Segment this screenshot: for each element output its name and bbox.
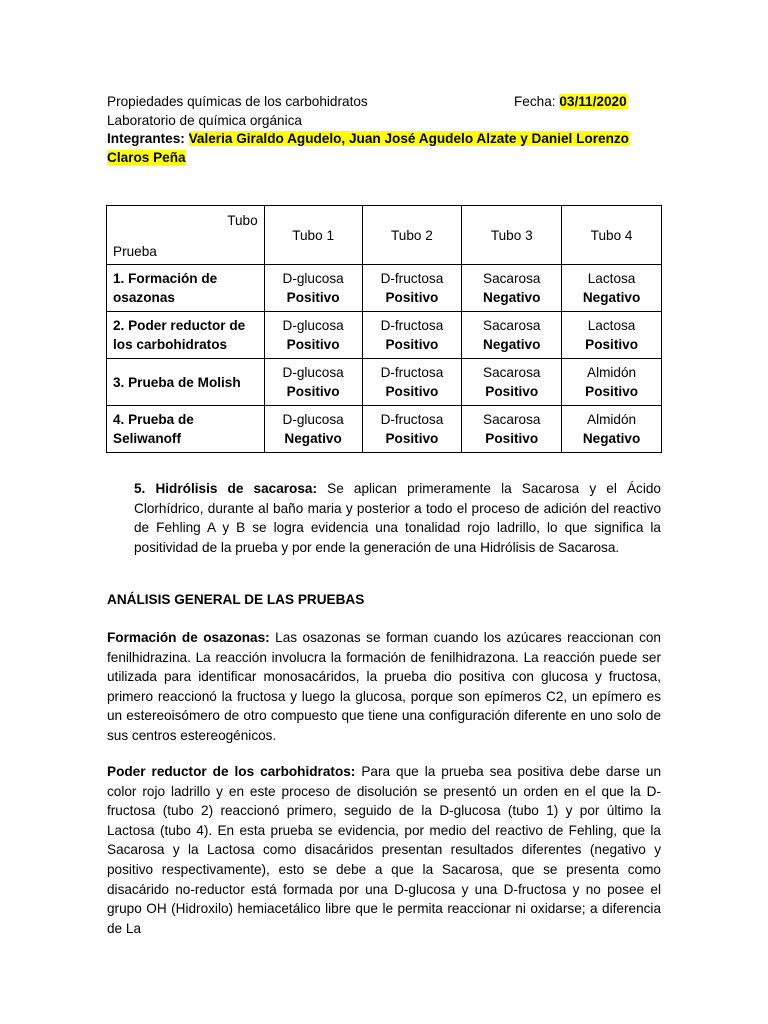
osazonas-paragraph: [107, 628, 661, 746]
reductor-text: Para que la prueba sea positiva debe darse un color rojo ladrillo y en este proceso de disolución se presentó un orden en el que la D-fructosa (tubo 2) reaccionó primero, seguido de la D-glucosa (tubo 1) y por último la Lactosa (tubo 4). En esta prueba se evidencia, por medio del reactivo de Fehling, que la Sacarosa y la Lactosa como disacáridos presentan resultados diferentes (negativo y positivo respectivamente), esto se debe a que la Sacarosa, que se presenta como disacárido no-reductor está formada por una D-glucosa y una D-fructosa y no posee el grupo OH (Hidroxilo) hemiacetálico libre que le permita reaccionar ni oxidarse; a diferencia de La: [107, 764, 662, 936]
column-header: Tubo 1: [264, 206, 362, 265]
result-value: Negativo: [284, 431, 342, 446]
results-table: [106, 205, 662, 453]
sugar-name: Almidón: [587, 412, 637, 427]
table-row: [107, 265, 662, 312]
result-value: Positivo: [585, 384, 638, 399]
result-cell: [362, 406, 462, 453]
test-name: 1. Formación de osazonas: [107, 265, 265, 312]
analysis-title: ANÁLISIS GENERAL DE LAS PRUEBAS: [107, 592, 365, 607]
result-cell: [264, 312, 362, 359]
document-title: Propiedades químicas de los carbohidratos: [107, 94, 368, 109]
result-cell: [562, 312, 662, 359]
sugar-name: D-fructosa: [380, 318, 444, 333]
members-label: Integrantes:: [107, 131, 185, 146]
reductor-label: Poder reductor de los carbohidratos:: [107, 764, 356, 779]
sugar-name: D-glucosa: [282, 318, 344, 333]
result-cell: [462, 406, 562, 453]
result-value: Negativo: [582, 431, 641, 446]
result-cell: [562, 265, 662, 312]
column-header: Tubo 4: [562, 206, 662, 265]
corner-tubo-label: Tubo: [227, 213, 258, 228]
lab-name: Laboratorio de química orgánica: [107, 112, 302, 128]
result-value: Negativo: [483, 337, 541, 352]
result-value: Negativo: [582, 290, 641, 305]
result-cell: [362, 312, 462, 359]
test-name: 3. Prueba de Molish: [107, 359, 265, 406]
sugar-name: Sacarosa: [483, 271, 541, 286]
result-value: Positivo: [286, 337, 340, 352]
result-cell: [562, 359, 662, 406]
table-row: [107, 312, 662, 359]
sugar-name: Sacarosa: [483, 365, 541, 380]
members-names: Valeria Giraldo Agudelo, Juan José Agudelo Alzate y Daniel Lorenzo Claros Peña: [107, 131, 629, 165]
sugar-name: D-glucosa: [282, 271, 344, 286]
result-cell: [462, 265, 562, 312]
sugar-name: Lactosa: [587, 318, 636, 333]
result-cell: [264, 265, 362, 312]
result-cell: [562, 406, 662, 453]
document-header: [107, 93, 667, 167]
result-value: Positivo: [485, 384, 539, 399]
result-value: Positivo: [286, 384, 340, 399]
hydrolysis-text: Se aplican primeramente la Sacarosa y el Ácido Clorhídrico, durante al baño maria y posterior a todo el proceso de adición del reactivo de Fehling A y B se logra evidencia una tonalidad rojo ladrillo, lo que significa la positividad de la prueba y por ende la generación de una Hidrólisis de Sacarosa.: [134, 481, 661, 555]
sugar-name: D-fructosa: [380, 412, 444, 427]
result-cell: [462, 359, 562, 406]
sugar-name: Sacarosa: [483, 412, 541, 427]
table-row: [107, 406, 662, 453]
table-row: [107, 359, 662, 406]
members-line: [107, 130, 667, 167]
result-cell: [362, 359, 462, 406]
result-cell: [264, 406, 362, 453]
result-value: Positivo: [585, 337, 638, 352]
date-value: 03/11/2020: [559, 94, 627, 109]
result-value: Negativo: [483, 290, 541, 305]
result-value: Positivo: [385, 431, 439, 446]
date-field: [514, 93, 627, 112]
osazonas-label: Formación de osazonas:: [107, 630, 270, 645]
sugar-name: D-glucosa: [282, 412, 344, 427]
reductor-paragraph: [107, 762, 661, 938]
corner-prueba-label: Prueba: [113, 244, 157, 259]
sugar-name: Almidón: [587, 365, 637, 380]
date-label: Fecha:: [514, 94, 556, 109]
result-cell: [462, 312, 562, 359]
result-cell: [362, 265, 462, 312]
column-header: Tubo 2: [362, 206, 462, 265]
hydrolysis-label: 5. Hidrólisis de sacarosa:: [134, 481, 318, 496]
sugar-name: Sacarosa: [483, 318, 541, 333]
table-corner-cell: [107, 206, 265, 265]
sugar-name: Lactosa: [587, 271, 636, 286]
hydrolysis-paragraph: [134, 479, 661, 557]
column-header: Tubo 3: [462, 206, 562, 265]
result-value: Positivo: [286, 290, 340, 305]
sugar-name: D-fructosa: [380, 365, 444, 380]
result-cell: [264, 359, 362, 406]
table-header-row: [107, 206, 662, 265]
result-value: Positivo: [385, 384, 439, 399]
result-value: Positivo: [485, 431, 539, 446]
sugar-name: D-glucosa: [282, 365, 344, 380]
sugar-name: D-fructosa: [380, 271, 444, 286]
test-name: 2. Poder reductor de los carbohidratos: [107, 312, 265, 359]
result-value: Positivo: [385, 337, 439, 352]
osazonas-text: Las osazonas se forman cuando los azúcares reaccionan con fenilhidrazina. La reacción involucra la formación de fenilhidrazona. La reacción puede ser utilizada para identificar monosacáridos, la prueba dio positiva con glucosa y fructosa, primero reaccionó la fructosa y luego la glucosa, porque son epímeros C2, un epímero es un estereoisómero de otro compuesto que tiene una configuración diferente en uno solo de sus centros estereogénicos.: [107, 630, 661, 743]
header-row-1: [107, 93, 667, 112]
result-value: Positivo: [385, 290, 439, 305]
test-name: 4. Prueba de Seliwanoff: [107, 406, 265, 453]
